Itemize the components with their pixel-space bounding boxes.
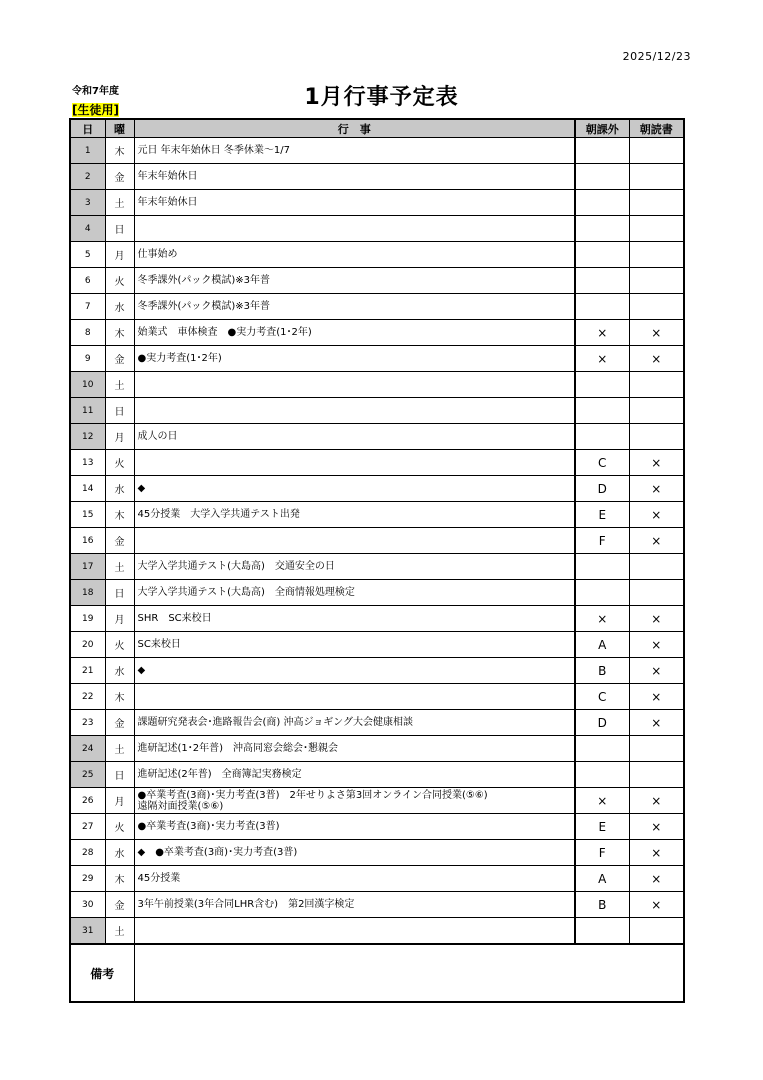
event-cell xyxy=(134,138,575,164)
day-cell: 22 xyxy=(70,684,105,710)
day-cell: 25 xyxy=(70,762,105,788)
morning-reading-cell: × xyxy=(629,320,684,346)
event-text: ●実力考査(1･2年) xyxy=(137,353,222,364)
day-cell: 18 xyxy=(70,580,105,606)
morning-reading-cell xyxy=(629,294,684,320)
event-cell xyxy=(134,164,575,190)
weekday-cell: 水 xyxy=(105,476,134,502)
table-row xyxy=(70,216,684,242)
day-cell: 10 xyxy=(70,372,105,398)
event-text: SHR SC来校日 xyxy=(137,613,212,624)
event-text: 進研記述(2年普) 全商簿記実務検定 xyxy=(137,769,302,780)
event-cell xyxy=(134,398,575,424)
morning-class-cell xyxy=(575,918,629,945)
weekday-cell: 木 xyxy=(105,320,134,346)
event-cell xyxy=(134,528,575,554)
morning-reading-cell xyxy=(629,268,684,294)
morning-class-cell: A xyxy=(575,866,629,892)
event-cell xyxy=(134,892,575,918)
weekday-cell: 火 xyxy=(105,268,134,294)
day-cell: 9 xyxy=(70,346,105,372)
morning-class-cell: E xyxy=(575,502,629,528)
table-row xyxy=(70,372,684,398)
day-cell: 14 xyxy=(70,476,105,502)
morning-class-cell xyxy=(575,398,629,424)
table-row xyxy=(70,710,684,736)
event-text-line2: 遠隔対面授業(⑤⑥) xyxy=(137,800,224,812)
event-cell xyxy=(134,554,575,580)
weekday-cell: 水 xyxy=(105,840,134,866)
day-cell: 20 xyxy=(70,632,105,658)
morning-reading-cell: × xyxy=(629,840,684,866)
weekday-cell: 月 xyxy=(105,788,134,814)
table-row xyxy=(70,164,684,190)
table-row xyxy=(70,398,684,424)
table-row xyxy=(70,554,684,580)
fiscal-year-label: 令和7年度 xyxy=(72,86,119,97)
weekday-cell: 金 xyxy=(105,346,134,372)
table-row xyxy=(70,528,684,554)
weekday-cell: 月 xyxy=(105,424,134,450)
morning-reading-cell xyxy=(629,372,684,398)
event-text: 仕事始め xyxy=(137,249,178,260)
morning-reading-cell: × xyxy=(629,710,684,736)
morning-class-cell xyxy=(575,762,629,788)
day-cell: 24 xyxy=(70,736,105,762)
weekday-cell: 木 xyxy=(105,502,134,528)
event-text: 45分授業 xyxy=(137,873,181,884)
event-cell xyxy=(134,658,575,684)
event-text: 元日 年末年始休日 冬季休業〜1/7 xyxy=(137,145,290,156)
notes-row xyxy=(70,944,684,1002)
day-cell: 7 xyxy=(70,294,105,320)
morning-class-cell xyxy=(575,242,629,268)
morning-class-cell xyxy=(575,164,629,190)
table-row xyxy=(70,424,684,450)
weekday-cell: 金 xyxy=(105,164,134,190)
morning-reading-cell xyxy=(629,164,684,190)
day-cell: 6 xyxy=(70,268,105,294)
header-day: 日 xyxy=(70,119,105,138)
day-cell: 16 xyxy=(70,528,105,554)
morning-reading-cell xyxy=(629,554,684,580)
event-text: 課題研究発表会･進路報告会(商) 沖高ジョギング大会健康相談 xyxy=(137,717,413,728)
event-text: 45分授業 大学入学共通テスト出発 xyxy=(137,509,300,520)
weekday-cell: 土 xyxy=(105,554,134,580)
event-cell xyxy=(134,684,575,710)
morning-reading-cell: × xyxy=(629,450,684,476)
event-text: 大学入学共通テスト(大島高) 全商情報処理検定 xyxy=(137,587,355,598)
event-text: ◆ xyxy=(137,483,146,494)
day-cell: 19 xyxy=(70,606,105,632)
table-row xyxy=(70,866,684,892)
morning-reading-cell: × xyxy=(629,502,684,528)
morning-class-cell: F xyxy=(575,528,629,554)
page-title: 1月行事予定表 xyxy=(304,85,459,110)
event-cell xyxy=(134,788,575,814)
morning-reading-cell xyxy=(629,242,684,268)
header-weekday: 曜 xyxy=(105,119,134,138)
morning-class-cell xyxy=(575,736,629,762)
event-cell xyxy=(134,190,575,216)
weekday-cell: 金 xyxy=(105,710,134,736)
morning-class-cell: × xyxy=(575,346,629,372)
morning-reading-cell xyxy=(629,190,684,216)
event-cell xyxy=(134,242,575,268)
table-row xyxy=(70,242,684,268)
day-cell: 17 xyxy=(70,554,105,580)
event-text: 年末年始休日 xyxy=(137,171,198,182)
morning-class-cell xyxy=(575,372,629,398)
morning-class-cell: F xyxy=(575,840,629,866)
audience-badge-text: [生徒用] xyxy=(72,103,119,117)
weekday-cell: 土 xyxy=(105,372,134,398)
table-row xyxy=(70,450,684,476)
day-cell: 30 xyxy=(70,892,105,918)
event-text: SC来校日 xyxy=(137,639,181,650)
weekday-cell: 水 xyxy=(105,294,134,320)
header-event: 行 事 xyxy=(134,119,575,138)
morning-class-cell: A xyxy=(575,632,629,658)
weekday-cell: 木 xyxy=(105,138,134,164)
schedule-body xyxy=(70,138,684,945)
event-cell xyxy=(134,840,575,866)
day-cell: 8 xyxy=(70,320,105,346)
day-cell: 2 xyxy=(70,164,105,190)
weekday-cell: 火 xyxy=(105,450,134,476)
print-date: 2025/12/23 xyxy=(622,50,691,63)
day-cell: 5 xyxy=(70,242,105,268)
table-row xyxy=(70,814,684,840)
morning-class-cell xyxy=(575,138,629,164)
morning-reading-cell: × xyxy=(629,788,684,814)
event-text: 年末年始休日 xyxy=(137,197,198,208)
morning-reading-cell: × xyxy=(629,866,684,892)
table-row xyxy=(70,658,684,684)
weekday-cell: 日 xyxy=(105,762,134,788)
weekday-cell: 金 xyxy=(105,892,134,918)
day-cell: 13 xyxy=(70,450,105,476)
weekday-cell: 日 xyxy=(105,398,134,424)
event-text: 始業式 車体検査 ●実力考査(1･2年) xyxy=(137,327,312,338)
event-text: ●卒業考査(3商)･実力考査(3普) 2年せりよさ第3回オンライン合同授業(⑤⑥) xyxy=(137,789,488,801)
event-cell xyxy=(134,918,575,945)
day-cell: 23 xyxy=(70,710,105,736)
morning-reading-cell xyxy=(629,216,684,242)
morning-class-cell: B xyxy=(575,658,629,684)
weekday-cell: 日 xyxy=(105,216,134,242)
morning-class-cell xyxy=(575,424,629,450)
morning-reading-cell: × xyxy=(629,528,684,554)
weekday-cell: 金 xyxy=(105,528,134,554)
morning-reading-cell: × xyxy=(629,892,684,918)
morning-class-cell xyxy=(575,554,629,580)
event-cell xyxy=(134,346,575,372)
morning-class-cell xyxy=(575,190,629,216)
table-row xyxy=(70,138,684,164)
table-row xyxy=(70,736,684,762)
event-cell xyxy=(134,762,575,788)
morning-class-cell xyxy=(575,268,629,294)
header-morning-class: 朝課外 xyxy=(575,119,629,138)
header-morning-reading: 朝読書 xyxy=(629,119,684,138)
morning-class-cell: B xyxy=(575,892,629,918)
morning-reading-cell: × xyxy=(629,632,684,658)
table-row xyxy=(70,190,684,216)
event-cell xyxy=(134,424,575,450)
event-cell xyxy=(134,814,575,840)
event-text: ●卒業考査(3商)･実力考査(3普) xyxy=(137,821,280,832)
table-row xyxy=(70,918,684,945)
morning-class-cell: × xyxy=(575,606,629,632)
event-cell xyxy=(134,320,575,346)
day-cell: 27 xyxy=(70,814,105,840)
weekday-cell: 土 xyxy=(105,918,134,945)
event-text: 進研記述(1･2年普) 沖高同窓会総会･懇親会 xyxy=(137,743,339,754)
morning-class-cell: E xyxy=(575,814,629,840)
day-cell: 11 xyxy=(70,398,105,424)
table-row xyxy=(70,502,684,528)
event-cell xyxy=(134,216,575,242)
event-cell xyxy=(134,372,575,398)
morning-class-cell xyxy=(575,216,629,242)
morning-reading-cell xyxy=(629,918,684,945)
header-row xyxy=(70,119,684,138)
weekday-cell: 木 xyxy=(105,684,134,710)
schedule-table xyxy=(69,118,685,1003)
table-row xyxy=(70,762,684,788)
event-text: 成人の日 xyxy=(137,431,178,442)
morning-class-cell: × xyxy=(575,788,629,814)
event-text: 大学入学共通テスト(大島高) 交通安全の日 xyxy=(137,561,335,572)
event-cell xyxy=(134,632,575,658)
weekday-cell: 木 xyxy=(105,866,134,892)
event-cell xyxy=(134,606,575,632)
table-row xyxy=(70,632,684,658)
morning-class-cell: C xyxy=(575,684,629,710)
event-text: ◆ xyxy=(137,665,146,676)
morning-reading-cell xyxy=(629,424,684,450)
weekday-cell: 月 xyxy=(105,242,134,268)
table-row xyxy=(70,268,684,294)
table-row xyxy=(70,840,684,866)
day-cell: 21 xyxy=(70,658,105,684)
morning-reading-cell xyxy=(629,736,684,762)
event-cell xyxy=(134,502,575,528)
morning-class-cell: × xyxy=(575,320,629,346)
table-row xyxy=(70,580,684,606)
event-cell xyxy=(134,294,575,320)
day-cell: 1 xyxy=(70,138,105,164)
table-row xyxy=(70,788,684,814)
day-cell: 4 xyxy=(70,216,105,242)
day-cell: 15 xyxy=(70,502,105,528)
event-cell xyxy=(134,866,575,892)
morning-reading-cell xyxy=(629,580,684,606)
event-cell xyxy=(134,736,575,762)
event-cell xyxy=(134,476,575,502)
weekday-cell: 水 xyxy=(105,658,134,684)
event-cell xyxy=(134,710,575,736)
weekday-cell: 土 xyxy=(105,190,134,216)
day-cell: 28 xyxy=(70,840,105,866)
table-row xyxy=(70,476,684,502)
event-cell xyxy=(134,450,575,476)
morning-reading-cell xyxy=(629,398,684,424)
weekday-cell: 土 xyxy=(105,736,134,762)
day-cell: 12 xyxy=(70,424,105,450)
morning-reading-cell xyxy=(629,762,684,788)
notes-area xyxy=(134,944,684,1002)
event-text: ◆ ●卒業考査(3商)･実力考査(3普) xyxy=(137,847,298,858)
morning-class-cell: D xyxy=(575,476,629,502)
table-row xyxy=(70,606,684,632)
table-row xyxy=(70,320,684,346)
morning-class-cell xyxy=(575,294,629,320)
morning-reading-cell: × xyxy=(629,346,684,372)
morning-class-cell: C xyxy=(575,450,629,476)
table-row xyxy=(70,294,684,320)
table-row xyxy=(70,892,684,918)
morning-reading-cell: × xyxy=(629,684,684,710)
table-row xyxy=(70,346,684,372)
day-cell: 26 xyxy=(70,788,105,814)
weekday-cell: 月 xyxy=(105,606,134,632)
day-cell: 29 xyxy=(70,866,105,892)
morning-reading-cell: × xyxy=(629,606,684,632)
weekday-cell: 火 xyxy=(105,632,134,658)
event-text: 冬季課外(パック模試)※3年普 xyxy=(137,275,271,286)
morning-reading-cell: × xyxy=(629,658,684,684)
weekday-cell: 火 xyxy=(105,814,134,840)
table-row xyxy=(70,684,684,710)
event-cell xyxy=(134,268,575,294)
weekday-cell: 日 xyxy=(105,580,134,606)
morning-reading-cell: × xyxy=(629,814,684,840)
day-cell: 31 xyxy=(70,918,105,945)
event-text: 冬季課外(パック模試)※3年普 xyxy=(137,301,271,312)
notes-label: 備考 xyxy=(70,944,134,1002)
day-cell: 3 xyxy=(70,190,105,216)
morning-class-cell xyxy=(575,580,629,606)
event-cell xyxy=(134,580,575,606)
morning-reading-cell: × xyxy=(629,476,684,502)
event-text: 3年午前授業(3年合同LHR含む) 第2回漢字検定 xyxy=(137,899,355,910)
morning-class-cell: D xyxy=(575,710,629,736)
morning-reading-cell xyxy=(629,138,684,164)
